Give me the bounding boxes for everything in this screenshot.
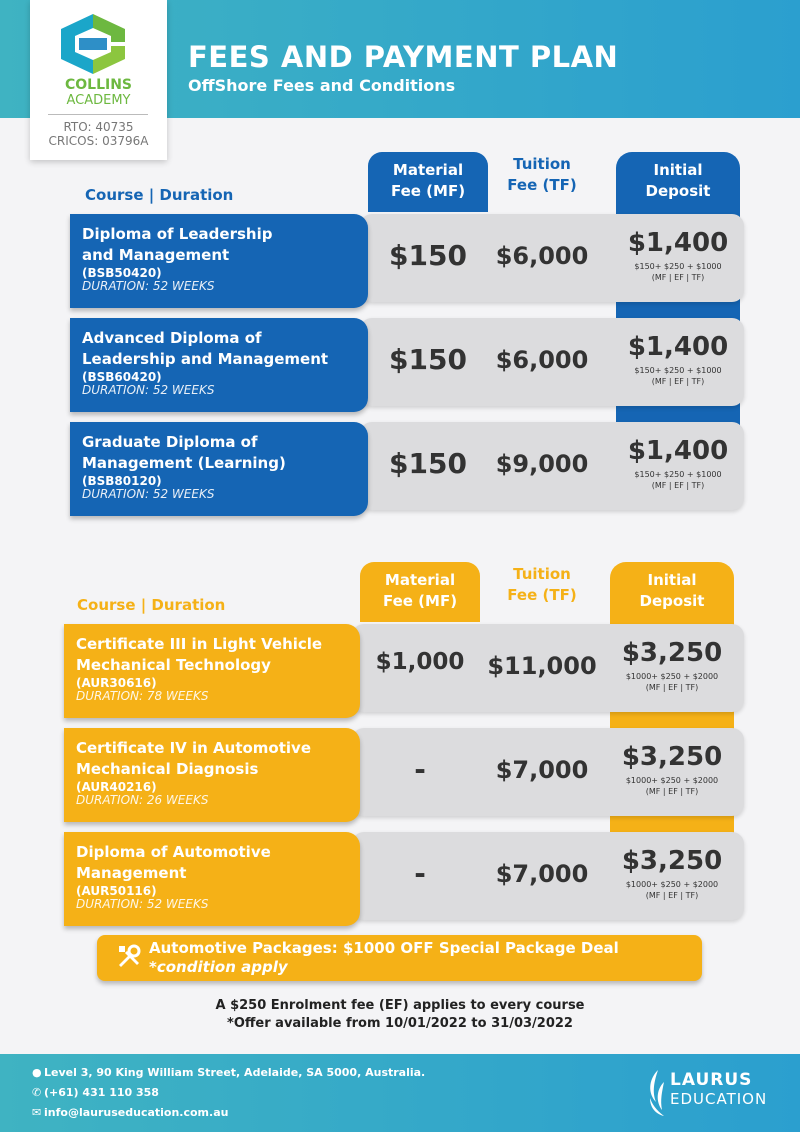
course-name: Certificate III in Light Vehicle Mechanical Technology	[76, 635, 323, 674]
collins-logo-icon	[61, 14, 125, 74]
course-duration: DURATION: 26 WEEKS	[76, 793, 209, 807]
address-text: Level 3, 90 King William Street, Adelaide, SA 5000, Australia.	[44, 1066, 426, 1079]
course-code: (BSB60420)	[82, 370, 162, 384]
deposit-value: $1,400	[627, 228, 729, 258]
deposit-breakdown-key: (MF | EF | TF)	[645, 891, 699, 900]
material-fee-value: $150	[389, 239, 467, 272]
course-card	[64, 832, 360, 926]
deposit-value: $3,250	[621, 638, 723, 668]
rto-number: RTO: 40735	[63, 120, 134, 134]
cricos-number: CRICOS: 03796A	[48, 134, 149, 148]
offer-dates-note: *Offer available from 10/01/2022 to 31/03/2022	[227, 1016, 573, 1031]
course-name: Diploma of Automotive Management	[76, 843, 271, 882]
tuition-fee-value: $7,000	[495, 860, 589, 888]
material-fee-value: -	[414, 857, 426, 890]
footer-email[interactable]	[32, 1106, 228, 1119]
tuition-fee-value: $9,000	[495, 450, 589, 478]
page-title: FEES AND PAYMENT PLAN	[188, 40, 619, 74]
material-fee-label: Material Fee (MF)	[390, 161, 466, 200]
deposit-breakdown: $150+ $250 + $1000	[634, 262, 722, 271]
location-pin-icon: ●	[32, 1066, 42, 1079]
deposit-value: $1,400	[627, 436, 729, 466]
course-duration: DURATION: 78 WEEKS	[76, 689, 209, 703]
deposit-breakdown-key: (MF | EF | TF)	[651, 481, 705, 490]
deposit-value: $3,250	[621, 742, 723, 772]
tools-icon	[115, 943, 143, 971]
course-duration-label: Course | Duration	[77, 596, 226, 614]
logo-name2: ACADEMY	[66, 93, 131, 108]
automotive-package-banner	[97, 935, 702, 981]
course-name: Certificate IV in Automotive Mechanical Diagnosis	[76, 739, 312, 778]
tuition-fee-value: $6,000	[495, 242, 589, 270]
course-name: Graduate Diploma of Management (Learning)	[82, 433, 286, 472]
course-card	[64, 728, 360, 822]
course-code: (AUR30616)	[76, 676, 157, 690]
course-code: (AUR50116)	[76, 884, 157, 898]
course-card	[70, 422, 368, 516]
course-code: (BSB50420)	[82, 266, 162, 280]
deposit-breakdown: $1000+ $250 + $2000	[625, 776, 719, 785]
email-text: info@lauruseducation.com.au	[44, 1106, 229, 1119]
page-subtitle: OffShore Fees and Conditions	[188, 76, 456, 95]
deposit-breakdown-key: (MF | EF | TF)	[645, 787, 699, 796]
deposit-value: $3,250	[621, 846, 723, 876]
enrolment-fee-note: A $250 Enrolment fee (EF) applies to every course	[215, 998, 585, 1013]
footer-address	[32, 1066, 425, 1079]
course-duration: DURATION: 52 WEEKS	[82, 383, 215, 397]
banner-headline: Automotive Packages: $1000 OFF Special Package Deal	[149, 939, 619, 957]
course-duration-label: Course | Duration	[85, 186, 234, 204]
phone-text: (+61) 431 110 358	[44, 1086, 159, 1099]
course-duration: DURATION: 52 WEEKS	[82, 279, 215, 293]
course-duration: DURATION: 52 WEEKS	[82, 487, 215, 501]
material-fee-label: Material Fee (MF)	[382, 571, 458, 610]
course-code: (BSB80120)	[82, 474, 162, 488]
laurus-brand: LAURUS	[670, 1070, 753, 1090]
tuition-fee-value: $6,000	[495, 346, 589, 374]
course-card	[64, 624, 360, 718]
material-fee-value: $1,000	[375, 649, 465, 675]
footer-phone[interactable]	[32, 1086, 159, 1099]
deposit-breakdown-key: (MF | EF | TF)	[651, 377, 705, 386]
deposit-breakdown-key: (MF | EF | TF)	[651, 273, 705, 282]
initial-deposit-label: Initial Deposit	[645, 161, 711, 200]
deposit-breakdown: $1000+ $250 + $2000	[625, 880, 719, 889]
collins-academy-logo	[30, 0, 167, 160]
laurus-brand-sub: EDUCATION	[670, 1090, 768, 1108]
deposit-breakdown: $150+ $250 + $1000	[634, 366, 722, 375]
phone-icon: ✆	[32, 1086, 42, 1099]
course-duration: DURATION: 52 WEEKS	[76, 897, 209, 911]
material-fee-value: $150	[389, 447, 467, 480]
logo-name: COLLINS	[64, 77, 133, 93]
course-card	[70, 214, 368, 308]
email-icon: ✉	[32, 1106, 42, 1119]
material-fee-value: -	[414, 753, 426, 786]
tuition-fee-label: Tuition Fee (TF)	[507, 565, 577, 604]
footer	[0, 1054, 800, 1132]
course-name: Advanced Diploma of Leadership and Management	[82, 329, 329, 368]
material-fee-value: $150	[389, 343, 467, 376]
banner-condition: *condition apply	[149, 958, 288, 976]
deposit-breakdown: $150+ $250 + $1000	[634, 470, 722, 479]
deposit-breakdown-key: (MF | EF | TF)	[645, 683, 699, 692]
tuition-fee-label: Tuition Fee (TF)	[507, 155, 577, 194]
course-code: (AUR40216)	[76, 780, 157, 794]
tuition-fee-value: $11,000	[487, 652, 597, 680]
course-card	[70, 318, 368, 412]
deposit-breakdown: $1000+ $250 + $2000	[625, 672, 719, 681]
course-name: Diploma of Leadership and Management	[82, 225, 273, 264]
tuition-fee-value: $7,000	[495, 756, 589, 784]
logo-divider	[48, 114, 148, 115]
laurus-leaf-icon	[644, 1068, 670, 1118]
deposit-value: $1,400	[627, 332, 729, 362]
initial-deposit-label: Initial Deposit	[639, 571, 705, 610]
